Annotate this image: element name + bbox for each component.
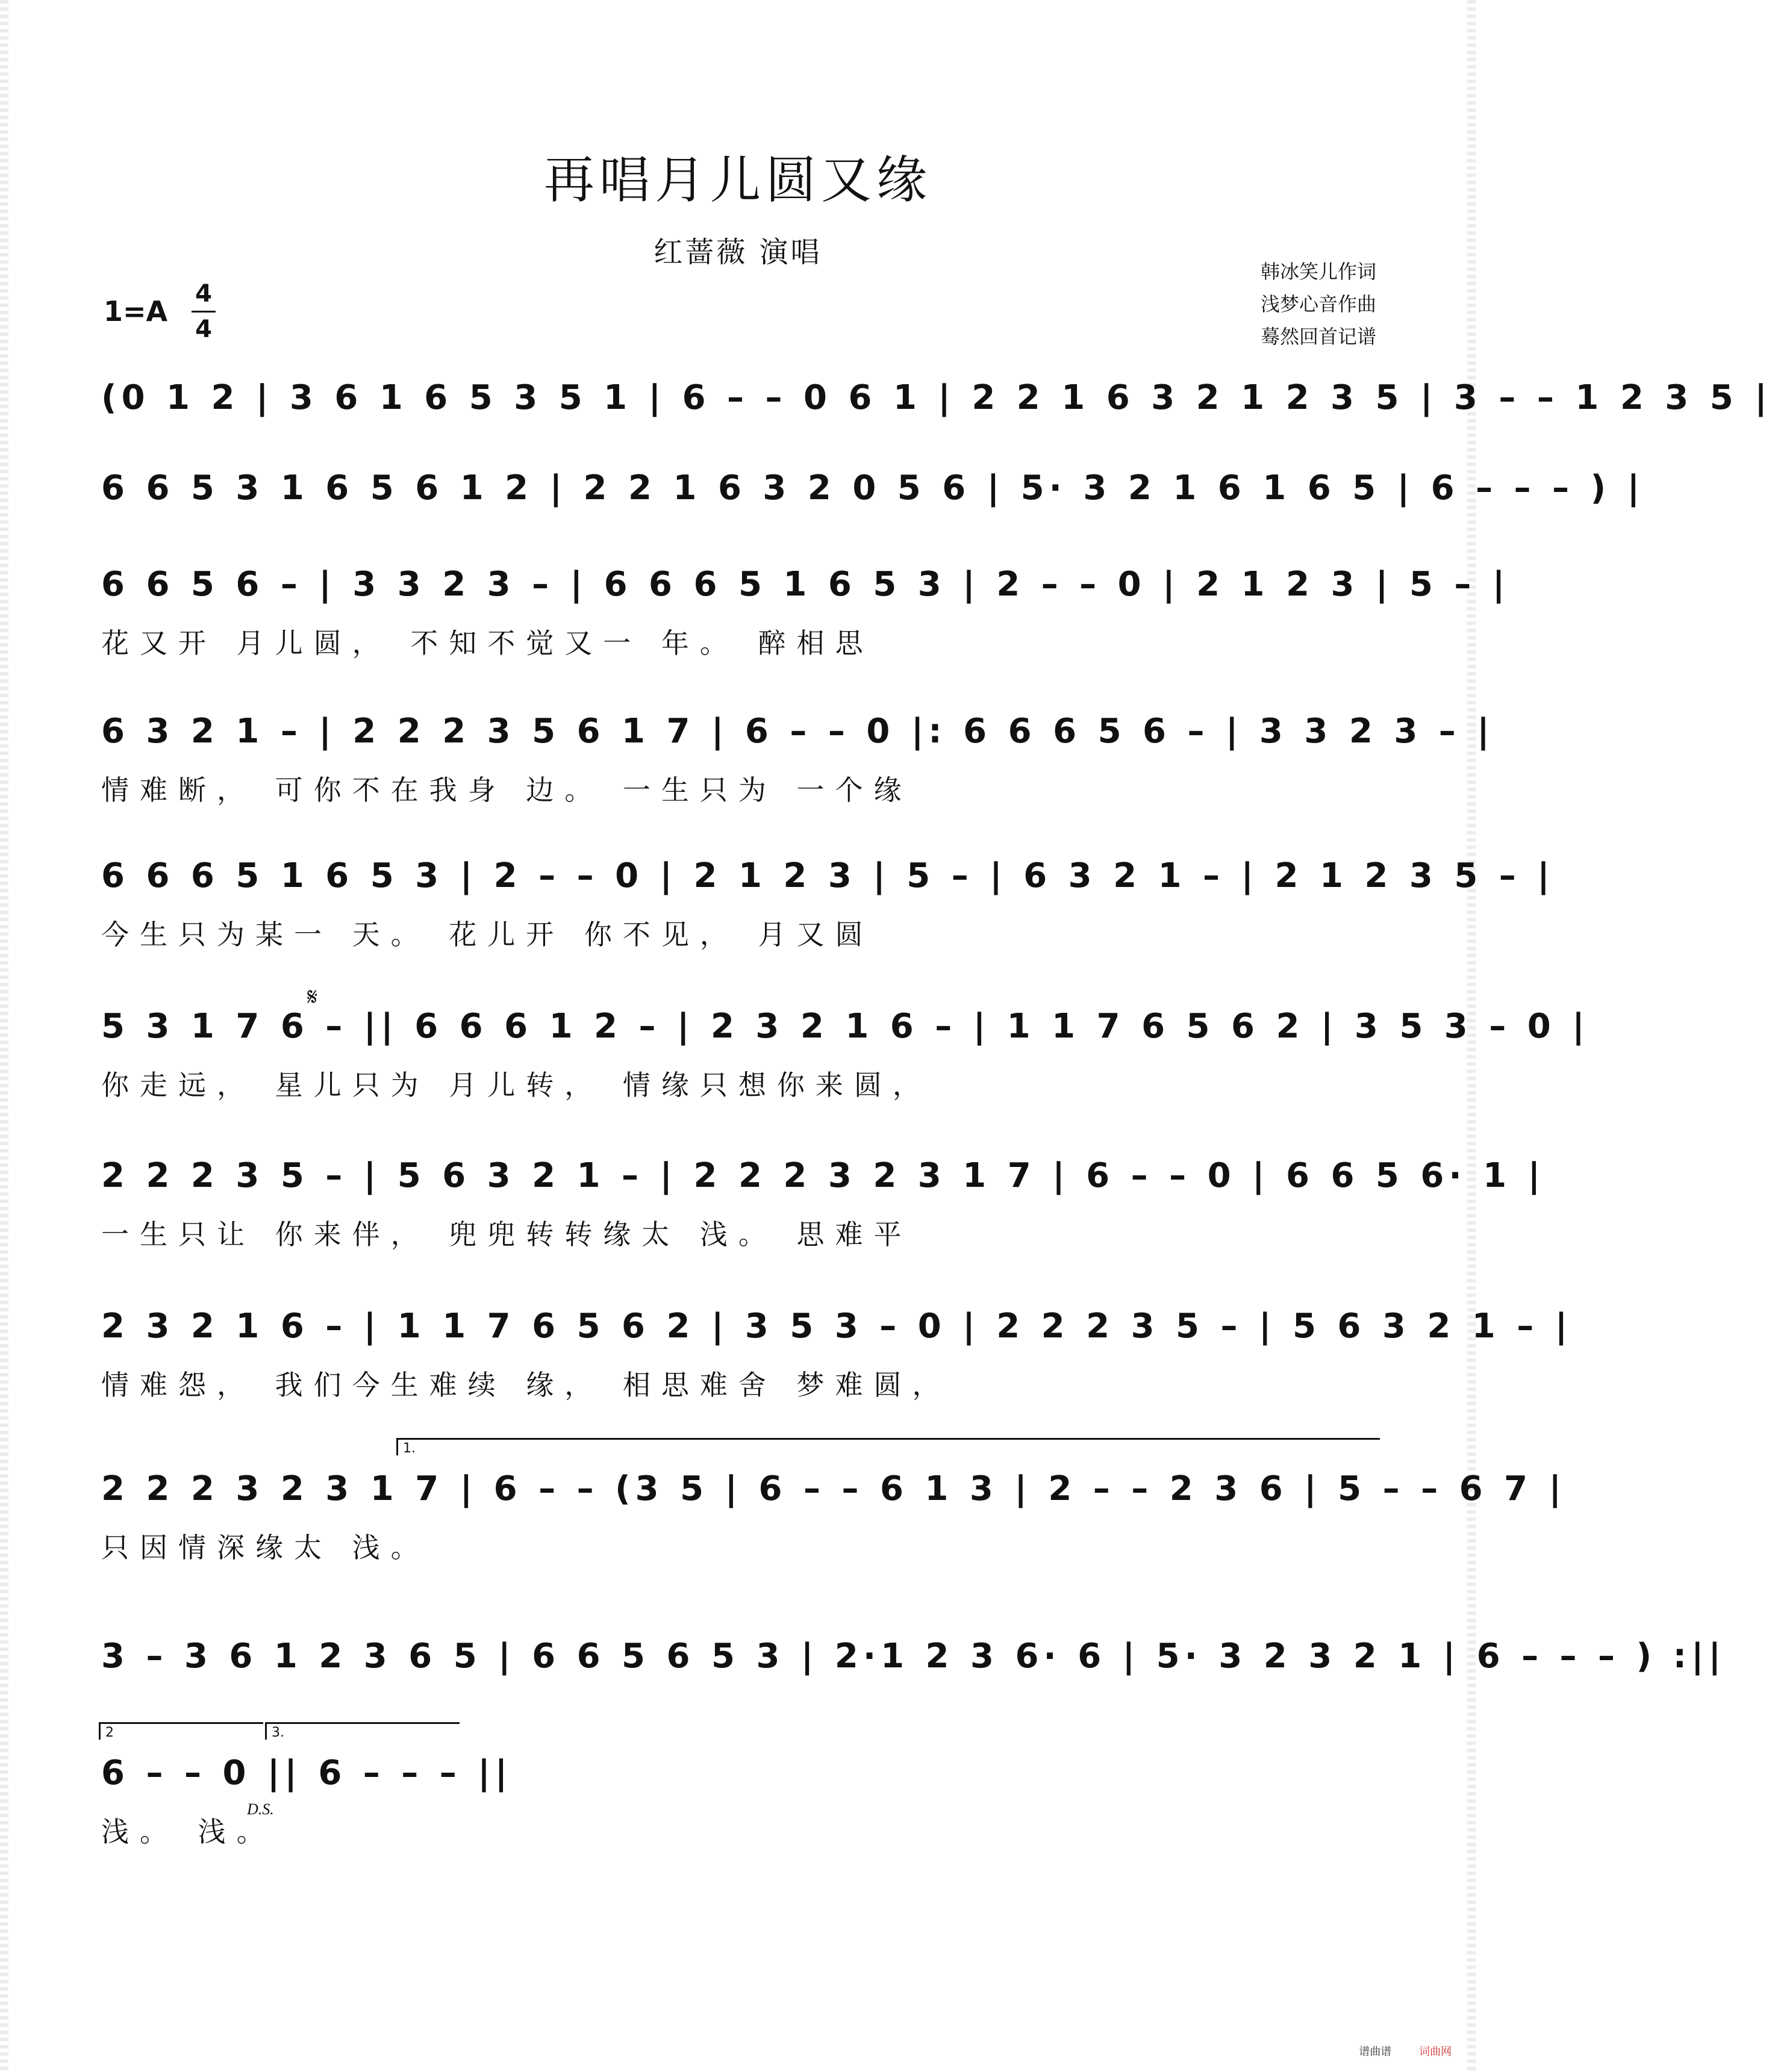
row-lyrics: 一生只让 你来伴， 兜兜转转缘太 浅。 思难平 [101,1218,913,1251]
meter-top: 4 [195,280,212,308]
score-row-5 [96,856,1555,995]
volta-second-ending: 2 [99,1722,263,1740]
score-row-11 [96,1725,1379,1892]
time-signature [192,278,216,345]
row-notes: (0 1 2 | 3 6 1 6 5 3 5 1 | 6 – – 0 6 1 | 2 2 1 6 3 2 1 2 3 5 | 3 – – 1 2 3 5 | [101,378,1772,417]
row-notes: 6 6 5 6 – | 3 3 2 3 – | 6 6 6 5 1 6 5 3 | 2 – – 0 | 2 1 2 3 | 5 – | [101,565,1510,604]
row-lyrics: 只因情深缘太 浅。 [101,1531,429,1564]
row-notes: 2 3 2 1 6 – | 1 1 7 6 5 6 2 | 3 5 3 – 0 | 2 2 2 3 5 – | 5 6 3 2 1 – | [101,1307,1573,1346]
row-lyrics: 今生只为某一 天。 花儿开 你不见， 月又圆 [101,918,874,951]
row-notes: 6 – – 0 || 6 – – – || [101,1753,513,1793]
volta-third-ending: 3. [265,1722,460,1740]
ds-marking: D.S. [247,1800,274,1818]
score-row-3 [96,565,1510,703]
watermark [1359,2043,1452,2059]
score-row-9 [96,1441,1566,1608]
transcriber-credit: 蓦然回首记谱 [1260,325,1376,348]
watermark-left: 谱曲谱 [1359,2046,1392,2058]
row-notes: 6 6 6 5 1 6 5 3 | 2 – – 0 | 2 1 2 3 | 5 – | 6 3 2 1 – | 2 1 2 3 5 – | [101,856,1555,895]
row-lyrics: 情难怨， 我们今生难续 缘， 相思难舍 梦难圆， [101,1369,951,1401]
score-row-6 [96,983,1589,1145]
row-notes: 5 3 1 7 6 – || 6 6 6 1 2 – | 2 3 2 1 6 – | 1 1 7 6 5 6 2 | 3 5 3 – 0 | [101,1007,1589,1046]
row-notes: 2 2 2 3 5 – | 5 6 3 2 1 – | 2 2 2 3 2 3 1 7 | 6 – – 0 | 6 6 5 6· 1 | [101,1156,1546,1195]
segno-sign: 𝄋 [307,983,318,1010]
lyricist-credit: 韩冰笑儿作词 [1260,260,1376,283]
singer-line: 红蔷薇 演唱 [654,235,822,269]
row-lyrics: 你走远， 星儿只为 月儿转， 情缘只想你来圆， [101,1069,931,1101]
row-notes: 6 3 2 1 – | 2 2 2 3 5 6 1 7 | 6 – – 0 |: 6 6 6 5 6 – | 3 3 2 3 – | [101,712,1494,751]
key-signature: 1=A [104,295,168,328]
song-title: 再唱月儿圆又缘 [543,151,932,210]
score-row-4 [96,712,1494,850]
row-lyrics: 花又开 月儿圆， 不知不觉又一 年。 醉相思 [101,627,874,659]
score-row-8 [96,1307,1573,1445]
row-lyrics: 情难断， 可你不在我身 边。 一生只为 一个缘 [101,774,913,806]
row-notes: 3 – 3 6 1 2 3 6 5 | 6 6 5 6 5 3 | 2·1 2 3 6· 6 | 5· 3 2 3 2 1 | 6 – – – ) :|| [101,1637,1726,1676]
meter-bottom: 4 [195,316,212,343]
score-row-7 [96,1156,1546,1295]
row-notes: 2 2 2 3 2 3 1 7 | 6 – – (3 5 | 6 – – 6 1 3 | 2 – – 2 3 6 | 5 – – 6 7 | [101,1469,1566,1508]
watermark-right: 词曲网 [1419,2046,1452,2058]
row-notes: 6 6 5 3 1 6 5 6 1 2 | 2 2 1 6 3 2 0 5 6 | 5· 3 2 1 6 1 6 5 | 6 – – – ) | [101,468,1645,508]
composer-credit: 浅梦心音作曲 [1260,293,1376,316]
page-edge-left [0,0,8,2072]
volta-first-ending: 1. [396,1438,1380,1455]
row-lyrics: 浅。 浅。 [101,1815,275,1848]
credits [1261,255,1376,353]
